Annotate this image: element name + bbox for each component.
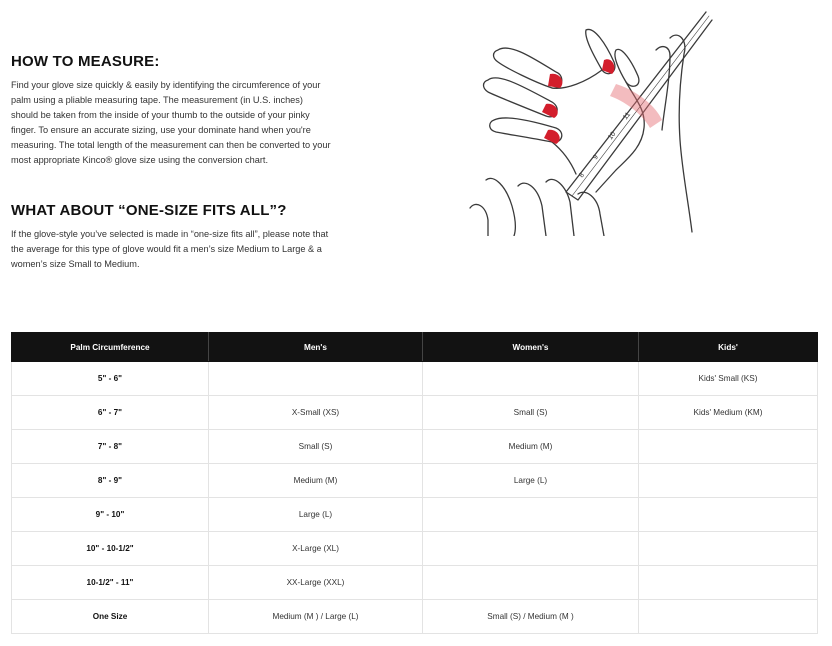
hand-measuring-illustration: [466, 10, 716, 236]
palm-cell: 10" - 10-1/2": [12, 532, 209, 566]
palm-cell: 5" - 6": [12, 362, 209, 396]
table-row: [12, 362, 818, 396]
kids-cell: Kids' Small (KS): [639, 362, 818, 396]
table-row: [12, 430, 818, 464]
palm-cell: 6" - 7": [12, 396, 209, 430]
mens-cell: [209, 362, 423, 396]
tape-number-11: 11: [622, 111, 633, 122]
palm-cell: 8" - 9": [12, 464, 209, 498]
size-conversion-table: [11, 332, 818, 634]
tape-number-8: 8: [578, 171, 586, 180]
table-row: [12, 464, 818, 498]
table-row: [12, 532, 818, 566]
womens-cell: [423, 498, 639, 532]
palm-cell: 7" - 8": [12, 430, 209, 464]
womens-cell: Medium (M): [423, 430, 639, 464]
mens-cell: X-Large (XL): [209, 532, 423, 566]
tape-number-9: 9: [592, 153, 600, 162]
mens-cell: X-Small (XS): [209, 396, 423, 430]
mens-cell: Small (S): [209, 430, 423, 464]
header-womens: Women's: [423, 333, 639, 362]
kids-cell: [639, 498, 818, 532]
header-kids: Kids': [639, 333, 818, 362]
one-size-heading: WHAT ABOUT “ONE-SIZE FITS ALL”?: [11, 202, 287, 219]
palm-cell: 9" - 10": [12, 498, 209, 532]
palm-cell: 10-1/2" - 11": [12, 566, 209, 600]
womens-cell: [423, 362, 639, 396]
how-to-measure-heading: HOW TO MEASURE:: [11, 53, 160, 70]
how-to-measure-text: Find your glove size quickly & easily by identifying the circumference of your palm using a pliable measuring tape. The measurement (in U.S. inches) should be taken from the inside of your thumb to the outside of your pinky finger. To ensure an accurate sizing, use your dominate hand when you're measuring. The total length of the measurement can then be converted to your most appropriate Kinco® glove size using the conversion chart.: [11, 80, 331, 165]
table-row: [12, 396, 818, 430]
mens-cell: Large (L): [209, 498, 423, 532]
mens-cell: Medium (M): [209, 464, 423, 498]
table-row: [12, 600, 818, 634]
kids-cell: Kids' Medium (KM): [639, 396, 818, 430]
tape-number-10: 10: [607, 130, 618, 142]
kids-cell: [639, 566, 818, 600]
palm-cell: One Size: [12, 600, 209, 634]
kids-cell: [639, 600, 818, 634]
kids-cell: [639, 430, 818, 464]
womens-cell: Small (S) / Medium (M ): [423, 600, 639, 634]
womens-cell: Small (S): [423, 396, 639, 430]
womens-cell: [423, 532, 639, 566]
kids-cell: [639, 532, 818, 566]
mens-cell: XX-Large (XXL): [209, 566, 423, 600]
header-mens: Men's: [209, 333, 423, 362]
header-palm-circumference: Palm Circumference: [12, 333, 209, 362]
table-header-row: [12, 333, 818, 362]
table-row: [12, 566, 818, 600]
womens-cell: [423, 566, 639, 600]
mens-cell: Medium (M ) / Large (L): [209, 600, 423, 634]
table-row: [12, 498, 818, 532]
one-size-text: If the glove-style you’ve selected is made in “one-size fits all”, please note that the average for this type of glove would fit a men’s size Medium to Large & a women’s size Small to Medium.: [11, 229, 329, 269]
womens-cell: Large (L): [423, 464, 639, 498]
kids-cell: [639, 464, 818, 498]
